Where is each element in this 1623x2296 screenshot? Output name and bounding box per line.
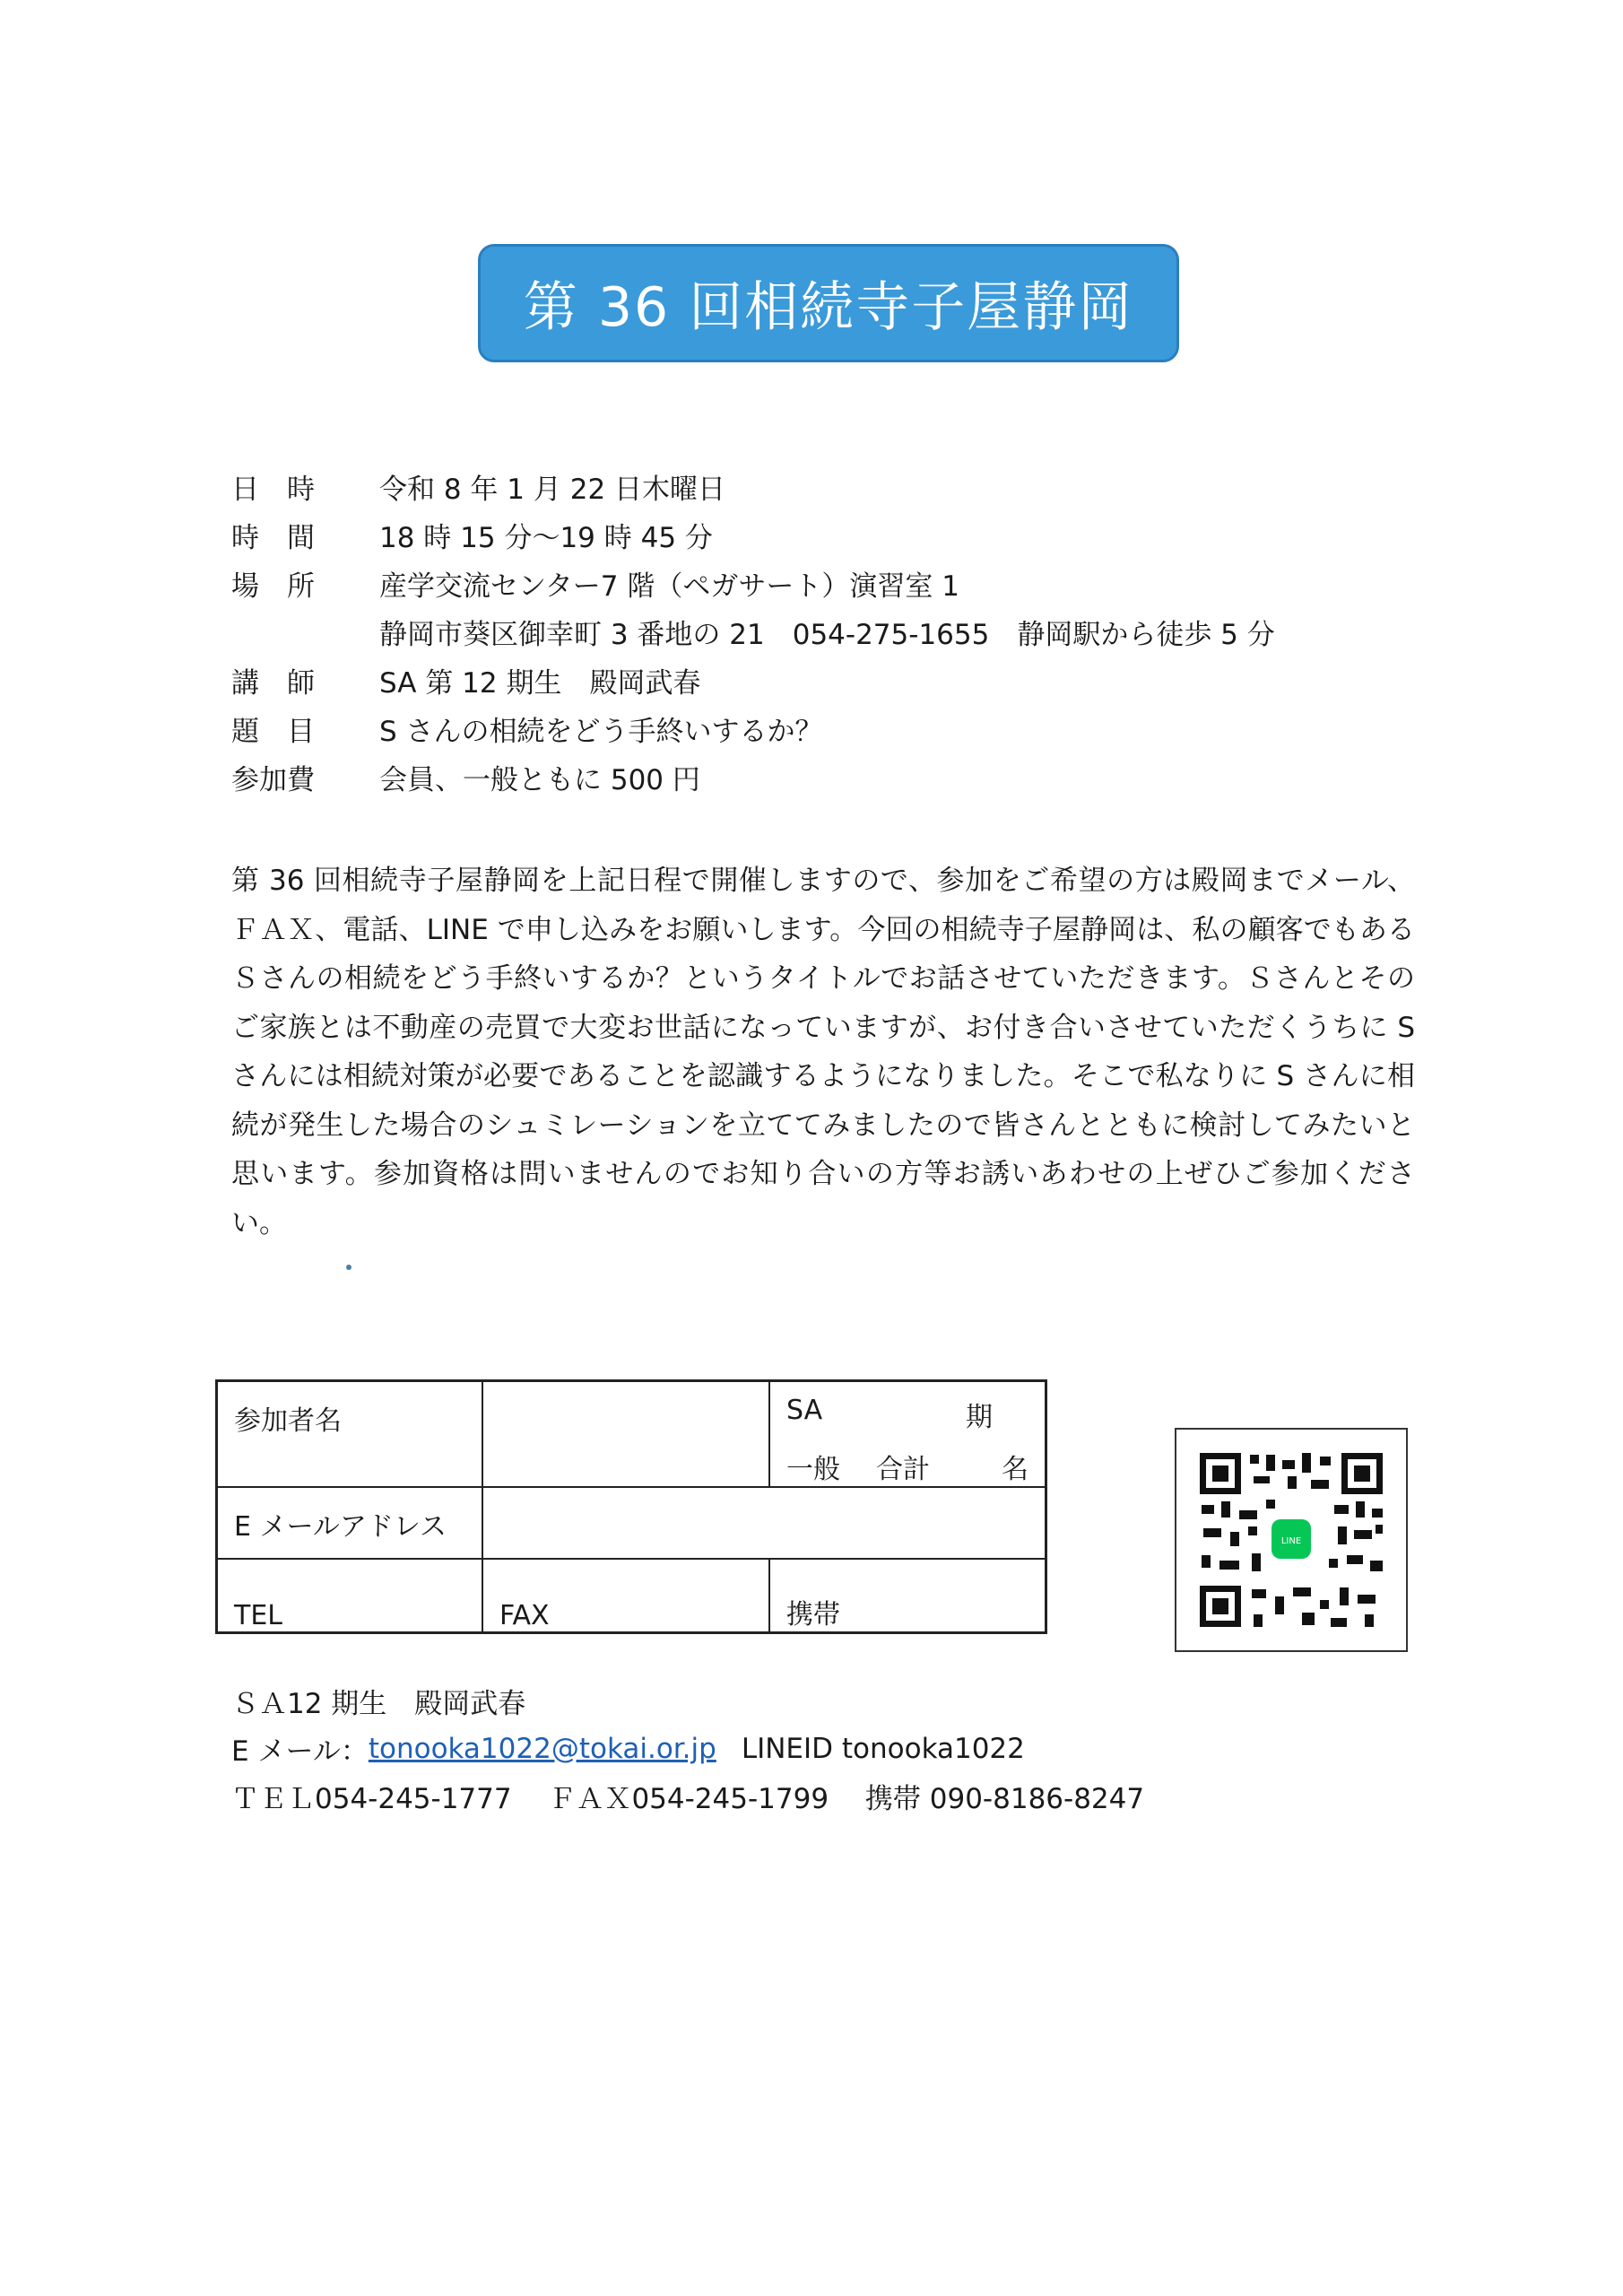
contact-footer	[231, 1677, 1144, 1820]
general-label: 一般	[786, 1454, 840, 1485]
scan-dot	[346, 1265, 352, 1270]
registration-form	[215, 1379, 1047, 1634]
info-value: SA 第 12 期生 殿岡武春	[379, 666, 701, 700]
lineid-text: LINEID tonooka1022	[741, 1732, 1025, 1765]
info-value: 産学交流センター7 階（ペガサート）演習室 1	[379, 570, 959, 603]
info-row-address	[231, 607, 1275, 656]
info-row-lecturer	[231, 656, 1275, 704]
footer-email-line	[231, 1725, 1144, 1772]
info-row-fee	[231, 752, 1275, 801]
info-label: 講 師	[231, 666, 315, 700]
email-prefix: E メール：	[231, 1735, 369, 1768]
email-link[interactable]: tonooka1022@tokai.or.jp	[368, 1732, 716, 1765]
count-unit-label: 名	[1002, 1454, 1028, 1485]
participant-name-field[interactable]	[482, 1381, 769, 1488]
info-row-time	[231, 510, 1275, 559]
info-row-place	[231, 559, 1275, 607]
participant-label: 参加者名	[217, 1381, 483, 1488]
event-info	[231, 462, 1275, 801]
fax-label: FAX	[482, 1559, 769, 1632]
info-label: 場 所	[231, 570, 315, 603]
info-value: 会員、一般ともに 500 円	[379, 763, 700, 796]
email-field[interactable]	[482, 1487, 1046, 1559]
line-badge-text: LINE	[1280, 1536, 1302, 1546]
email-label: E メールアドレス	[217, 1487, 483, 1559]
qr-code	[1175, 1428, 1408, 1652]
info-value: 18 時 15 分～19 時 45 分	[379, 521, 713, 554]
qr-code-icon	[1176, 1430, 1406, 1650]
info-label: 題 目	[231, 715, 315, 748]
info-value: S さんの相続をどう手終いするか？	[379, 715, 823, 748]
footer-contact: ＴＥＬ054-245-1777 ＦＡＸ054-245-1799 携帯 090-8186-8247	[231, 1783, 1145, 1815]
info-label: 時 間	[231, 521, 315, 554]
body-paragraph: 第 36 回相続寺子屋静岡を上記日程で開催しますので、参加をご希望の方は殿岡までメール、ＦＡＸ、電話、LINE で申し込みをお願いします。今回の相続寺子屋静岡は、私の顧客でもあるＳさんの相続をどう手終いするか？というタイトルでお話させていただきます。Ｓさんとそのご家族とは不動産の売買で大変お世話になっていますが、お付き合いさせていただくうちに S さんには相続対策が必要であることを認識するようになりました。そこで私なりに S さんに相続が発生した場合のシュミレーションを立ててみましたので皆さんとともに検討してみたいと思います。参加資格は問いませんのでお知り合いの方等お誘いあわせの上ぜひご参加ください。	[231, 865, 1415, 1239]
mobile-label: 携帯	[769, 1559, 1046, 1632]
total-label: 合計	[876, 1454, 930, 1485]
tel-label: TEL	[217, 1559, 483, 1632]
page-title: 第 36 回相続寺子屋静岡	[523, 276, 1134, 339]
title-banner	[478, 244, 1179, 362]
footer-name: ＳＡ12 期生 殿岡武春	[231, 1688, 526, 1720]
sa-label: SA	[786, 1395, 823, 1426]
period-label: 期	[966, 1402, 993, 1433]
info-row-date	[231, 462, 1275, 510]
info-value: 静岡市葵区御幸町 3 番地の 21 054-275-1655 静岡駅から徒歩 5 分	[379, 618, 1275, 651]
info-label: 参加費	[231, 763, 315, 796]
info-label: 日 時	[231, 473, 315, 506]
info-row-topic	[231, 704, 1275, 752]
info-value: 令和 8 年 1 月 22 日木曜日	[379, 473, 726, 506]
count-cell	[769, 1381, 1046, 1488]
